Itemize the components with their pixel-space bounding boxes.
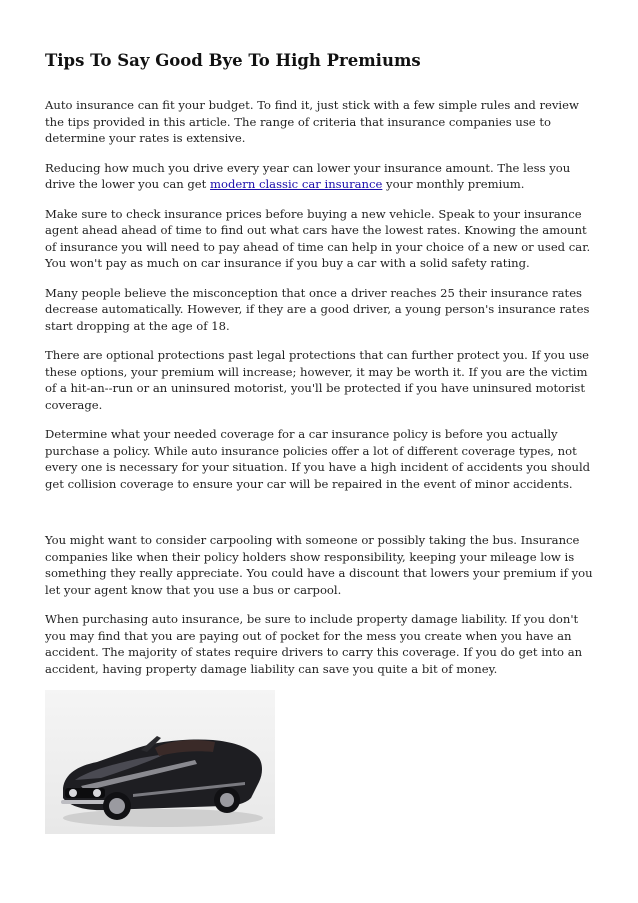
convertible-car-photo (45, 690, 275, 834)
paragraph-driving-text-after: your monthly premium. (382, 177, 525, 191)
paragraph-carpooling: You might want to consider carpooling with someone or possibly taking the bus. Insurance companies like when their policy holders show responsibility, keeping your mileage low is something they really appreciate. You could have a discount that lowers your premium if you let your agent know that you use a bus or carpool. (45, 533, 593, 597)
paragraph-check-prices: Make sure to check insurance prices before buying a new vehicle. Speak to your insurance agent ahead ahead of time to find out what cars have the lowest rates. Knowing the amount of insurance you will need to pay ahead of time can help in your choice of a new or used car. You won't pay as much on car insurance if you buy a car with a solid safety rating. (45, 206, 591, 270)
car-headlight-right (93, 789, 101, 797)
paragraph-misconception: Many people believe the misconception that once a driver reaches 25 their insurance rates decrease automatically. However, if they are a good driver, a young person's insurance rates start dropping at the age of 18. (45, 285, 590, 333)
paragraph-property-damage: When purchasing auto insurance, be sure to include property damage liability. If you don't you may find that you are paying out of pocket for the mess you create when you have an accident. The majority of states require drivers to carry this coverage. If you do get into an accident, having property damage liability can save you quite a bit of money. (45, 612, 583, 676)
classic-car-insurance-link[interactable]: modern classic car insurance (210, 177, 383, 191)
paragraph-coverage: Determine what your needed coverage for a car insurance policy is before you actually purchase a policy. While auto insurance policies offer a lot of different coverage types, not every one is necessary for your situation. If you have a high incident of accidents you should get collision coverage to ensure your car will be repaired in the event of minor accidents. (45, 427, 591, 491)
article (45, 50, 595, 834)
paragraph-driving-text-before: Reducing how much you drive every year can lower your insurance amount. The less you drive the lower you can get (45, 160, 571, 191)
car-rim-front (109, 798, 125, 814)
car-shadow (63, 809, 263, 827)
page-title: Tips To Say Good Bye To High Premiums (45, 51, 421, 70)
paragraph-driving (45, 160, 595, 193)
car-rim-rear (220, 793, 234, 807)
car-headlight-left (69, 789, 77, 797)
paragraph-optional-protections: There are optional protections past legal protections that can further protect you. If you use these options, your premium will increase; however, it may be worth it. If you are the victim of a hit-an--run or an uninsured motorist, you'll be protected if you have uninsured motorist coverage. (45, 348, 590, 412)
paragraph-intro: Auto insurance can fit your budget. To find it, just stick with a few simple rules and review the tips provided in this article. The range of criteria that insurance companies use to determine your rates is extensive. (45, 98, 579, 145)
car-illustration (45, 690, 275, 834)
